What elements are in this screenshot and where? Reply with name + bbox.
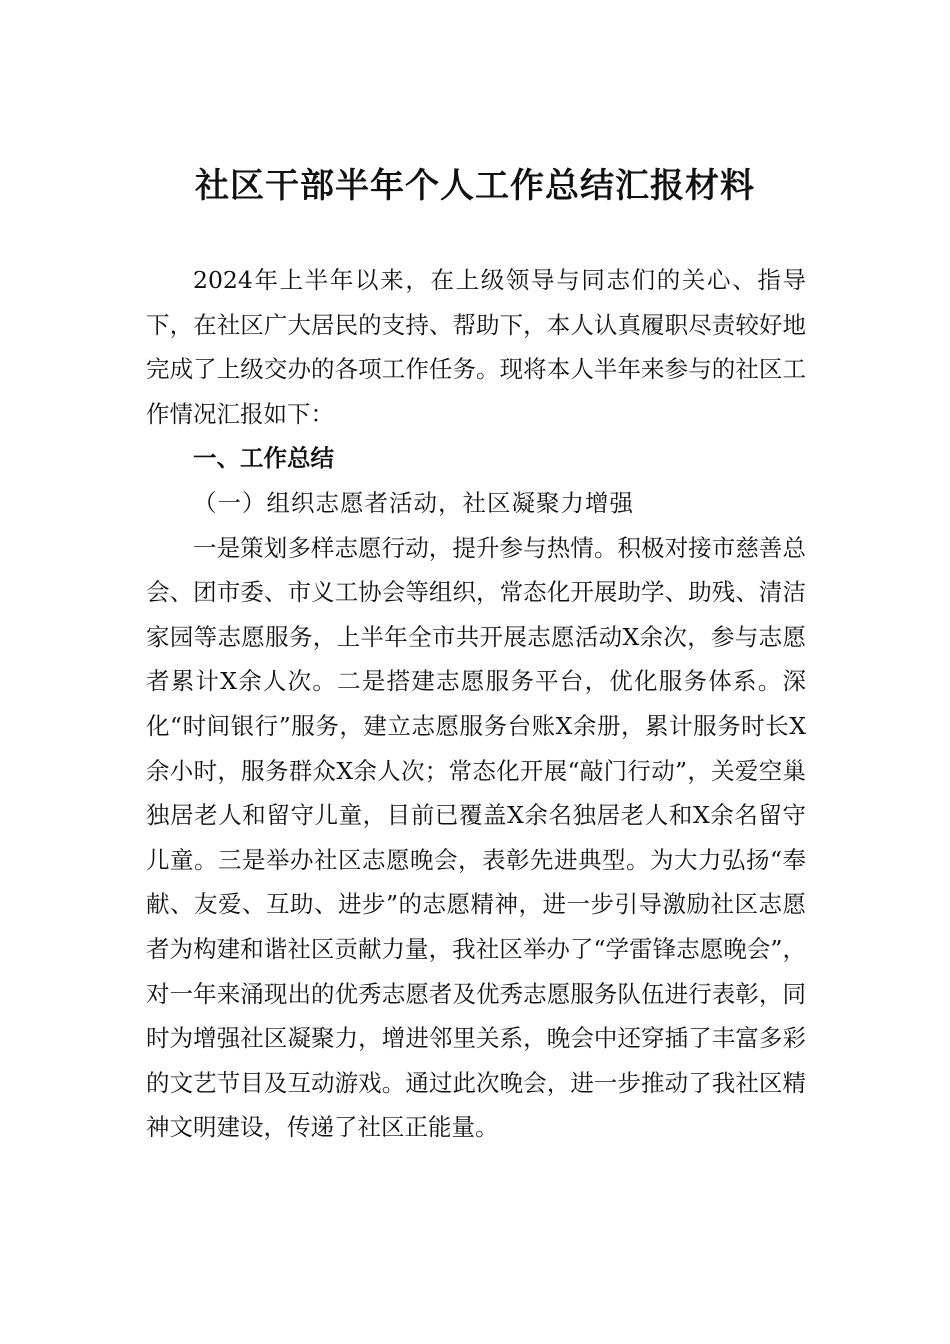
intro-paragraph: 2024年上半年以来，在上级领导与同志们的关心、指导下，在社区广大居民的支持、帮助下，本人认真履职尽责较好地完成了上级交办的各项工作任务。现将本人半年来参与的社区工作情况汇报如下： [146,266,806,428]
document-title: 社区干部半年个人工作总结汇报材料 [195,166,755,206]
subsection-body-paragraph: 一是策划多样志愿行动，提升参与热情。积极对接市慈善总会、团市委、市义工协会等组织，常态化开展助学、助残、清洁家园等志愿服务，上半年全市共开展志愿活动X余次，参与志愿者累计X余人次。二是搭建志愿服务平台，优化服务体系。深化“时间银行”服务，建立志愿服务台账X余册，累计服务时长X余小时，服务群众X余人次；常态化开展“敲门行动”，关爱空巢独居老人和留守儿童，目前已覆盖X余名独居老人和X余名留守儿童。三是举办社区志愿晚会，表彰先进典型。为大力弘扬“奉献、友爱、互助、进步”的志愿精神，进一步引导激励社区志愿者为构建和谐社区贡献力量，我社区举办了“学雷锋志愿晚会”，对一年来涌现出的优秀志愿者及优秀志愿服务队伍进行表彰，同时为增强社区凝聚力，增进邻里关系，晚会中还穿插了丰富多彩的文艺节目及互动游戏。通过此次晚会，进一步推动了我社区精神文明建设，传递了社区正能量。 [146,533,806,1142]
section-heading-work-summary: 一、工作总结 [193,444,334,473]
subsection-heading-volunteer-activities: （一）组织志愿者活动，社区凝聚力增强 [193,488,634,517]
document-body [146,258,806,1150]
